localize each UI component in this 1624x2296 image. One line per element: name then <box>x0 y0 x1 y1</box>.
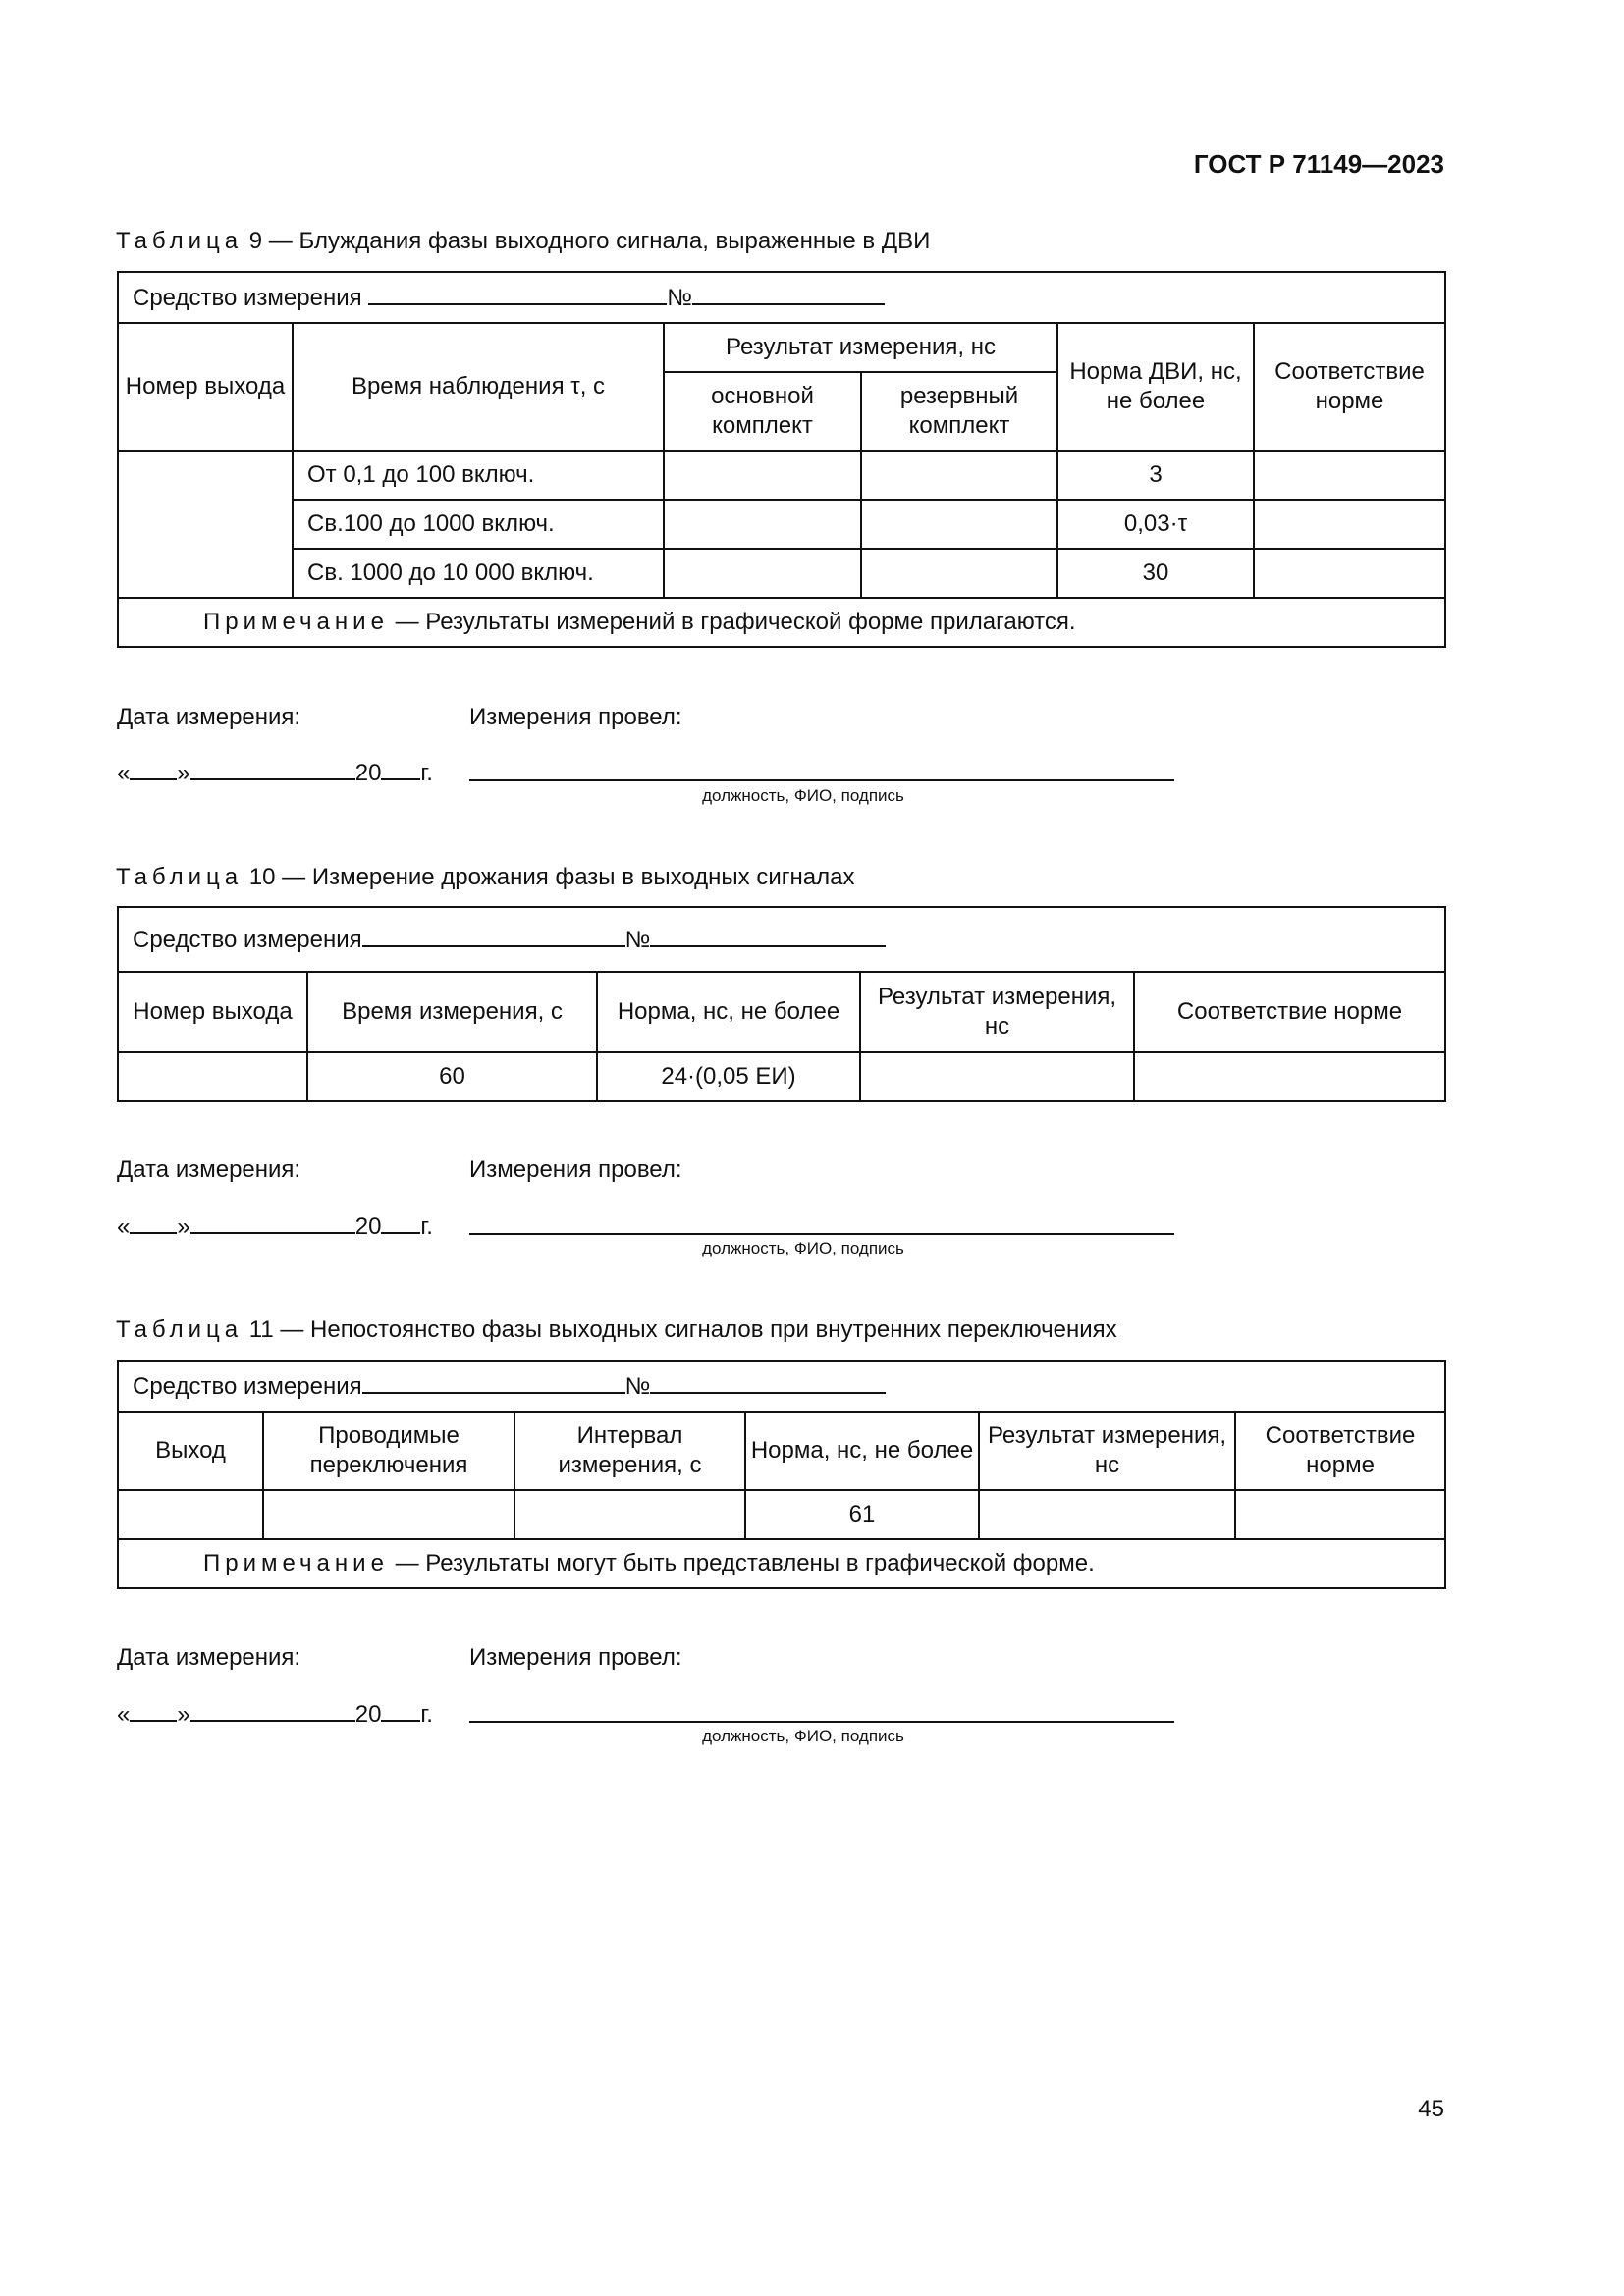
table11-interval-cell[interactable] <box>514 1490 745 1539</box>
day-blank-2[interactable] <box>130 1210 177 1234</box>
month-blank-2[interactable] <box>190 1210 355 1234</box>
table9-caption-word: Таблица <box>116 228 244 254</box>
table9-note-word: Примечание <box>203 609 389 635</box>
year-suffix-1: г. <box>420 760 433 786</box>
table11-result-cell[interactable] <box>979 1490 1235 1539</box>
quote-open-1: « <box>117 760 131 786</box>
table10-header-measure-time: Время измерения, с <box>307 972 597 1052</box>
table10 <box>117 906 1446 1102</box>
year-suffix-2: г. <box>420 1213 433 1240</box>
table9-note-text: — Результаты измерений в графической форме прилагаются. <box>395 609 1076 635</box>
date-label-3: Дата измерения: <box>117 1644 301 1671</box>
table9-header-main-set: основной комплект <box>664 372 861 451</box>
table11-header-output: Выход <box>118 1412 263 1490</box>
table10-result-cell[interactable] <box>860 1052 1134 1101</box>
table9-caption <box>116 228 930 255</box>
day-blank-1[interactable] <box>130 757 177 780</box>
performer-label-3: Измерения провел: <box>469 1644 682 1671</box>
table11-note <box>118 1539 1445 1588</box>
table9-instrument-row <box>118 272 1445 323</box>
table11-caption <box>116 1316 1117 1344</box>
table9-row1-time: От 0,1 до 100 включ. <box>293 451 664 500</box>
table11-header-result: Результат измерения, нс <box>979 1412 1235 1490</box>
date-fill-line-1 <box>117 757 433 787</box>
quote-close-1: » <box>177 760 190 786</box>
table9-row2-norm: 0,03·τ <box>1057 500 1254 549</box>
signature-line-2[interactable] <box>469 1209 1174 1235</box>
table11-header-norm: Норма, нс, не более <box>745 1412 979 1490</box>
year-suffix-3: г. <box>420 1701 433 1728</box>
table10-norm-cell: 24·(0,05 ЕИ) <box>597 1052 860 1101</box>
table11-caption-word: Таблица <box>116 1316 244 1343</box>
table11-number-blank[interactable] <box>650 1370 886 1394</box>
table9-header-reserve-set: резервный комплект <box>861 372 1057 451</box>
table9-header-norm: Норма ДВИ, нс, не более <box>1057 323 1254 451</box>
date-fill-line-2 <box>117 1210 433 1241</box>
table11-note-word: Примечание <box>203 1550 389 1576</box>
document-id: ГОСТ Р 71149—2023 <box>1193 149 1444 179</box>
table10-compliance-cell[interactable] <box>1134 1052 1445 1101</box>
signature-line-1[interactable] <box>469 756 1174 781</box>
year-prefix-1: 20 <box>354 760 382 786</box>
table10-instrument-label: Средство измерения <box>133 927 362 953</box>
table9-number-sign: № <box>667 285 693 311</box>
table9-header-compliance: Соответствие норме <box>1254 323 1445 451</box>
table11-instrument-blank[interactable] <box>362 1370 625 1394</box>
table9-row3-reserve[interactable] <box>861 549 1057 598</box>
table11-switches-cell[interactable] <box>263 1490 514 1539</box>
table10-header-norm: Норма, нс, не более <box>597 972 860 1052</box>
table10-header-result: Результат измерения, нс <box>860 972 1134 1052</box>
table10-header-compliance: Соответствие норме <box>1134 972 1445 1052</box>
page-number: 45 <box>1418 2096 1444 2122</box>
year-prefix-2: 20 <box>354 1213 382 1240</box>
table11-header-switches: Проводимые переключения <box>263 1412 514 1490</box>
table10-output-number-cell[interactable] <box>118 1052 307 1101</box>
table11-note-text: — Результаты могут быть представлены в графической форме. <box>395 1550 1095 1576</box>
table9-caption-text: 9 — Блуждания фазы выходного сигнала, выраженные в ДВИ <box>248 228 931 254</box>
table9-row2-main[interactable] <box>664 500 861 549</box>
signature-caption-2: должность, ФИО, подпись <box>702 1239 904 1257</box>
table9-note <box>118 598 1445 647</box>
quote-open-2: « <box>117 1213 131 1240</box>
table9-instrument-blank[interactable] <box>368 282 667 305</box>
table10-caption <box>116 864 854 891</box>
table11-header-compliance: Соответствие норме <box>1235 1412 1445 1490</box>
table9-header-output-number: Номер выхода <box>118 323 293 451</box>
quote-close-2: » <box>177 1213 190 1240</box>
year-prefix-3: 20 <box>354 1701 382 1728</box>
table9-header-observation-time: Время наблюдения τ, с <box>293 323 664 451</box>
table11 <box>117 1360 1446 1589</box>
table11-number-sign: № <box>624 1373 651 1400</box>
signature-caption-1: должность, ФИО, подпись <box>702 786 904 805</box>
day-blank-3[interactable] <box>130 1698 177 1722</box>
table9-row3-compliance[interactable] <box>1254 549 1445 598</box>
table11-compliance-cell[interactable] <box>1235 1490 1445 1539</box>
quote-open-3: « <box>117 1701 131 1728</box>
table10-instrument-blank[interactable] <box>362 924 625 947</box>
table11-norm-cell: 61 <box>745 1490 979 1539</box>
date-label-2: Дата измерения: <box>117 1156 301 1183</box>
table9-instrument-label: Средство измерения <box>133 285 362 311</box>
table9-row1-norm: 3 <box>1057 451 1254 500</box>
month-blank-1[interactable] <box>190 757 355 780</box>
quote-close-3: » <box>177 1701 190 1728</box>
table9 <box>117 271 1446 648</box>
month-blank-3[interactable] <box>190 1698 355 1722</box>
table11-instrument-row <box>118 1361 1445 1412</box>
table11-caption-text: 11 — Непостоянство фазы выходных сигналов при внутренних переключениях <box>248 1316 1117 1343</box>
table9-row1-main[interactable] <box>664 451 861 500</box>
table10-header-output-number: Номер выхода <box>118 972 307 1052</box>
table11-instrument-label: Средство измерения <box>133 1373 362 1400</box>
table9-number-blank[interactable] <box>692 282 885 305</box>
table9-output-number-cell[interactable] <box>118 451 293 598</box>
year-blank-1[interactable] <box>381 757 420 780</box>
table9-row3-main[interactable] <box>664 549 861 598</box>
performer-label-2: Измерения провел: <box>469 1156 682 1183</box>
table10-time-cell: 60 <box>307 1052 597 1101</box>
table9-row2-time: Св.100 до 1000 включ. <box>293 500 664 549</box>
table10-number-blank[interactable] <box>650 924 886 947</box>
signature-caption-3: должность, ФИО, подпись <box>702 1727 904 1745</box>
table9-row2-reserve[interactable] <box>861 500 1057 549</box>
table11-output-cell[interactable] <box>118 1490 263 1539</box>
table9-row3-norm: 30 <box>1057 549 1254 598</box>
date-fill-line-3 <box>117 1698 433 1729</box>
table10-instrument-row <box>118 907 1445 972</box>
table10-number-sign: № <box>624 927 651 953</box>
table10-caption-word: Таблица <box>116 864 244 890</box>
year-blank-2[interactable] <box>381 1210 420 1234</box>
table9-row3-time: Св. 1000 до 10 000 включ. <box>293 549 664 598</box>
date-label-1: Дата измерения: <box>117 704 301 730</box>
table11-header-interval: Интервал измерения, с <box>514 1412 745 1490</box>
signature-line-3[interactable] <box>469 1697 1174 1723</box>
table9-row2-compliance[interactable] <box>1254 500 1445 549</box>
table10-caption-text: 10 — Измерение дрожания фазы в выходных сигналах <box>248 864 855 890</box>
performer-label-1: Измерения провел: <box>469 704 682 730</box>
table9-row1-compliance[interactable] <box>1254 451 1445 500</box>
table9-header-result: Результат измерения, нс <box>664 323 1057 372</box>
table9-row1-reserve[interactable] <box>861 451 1057 500</box>
year-blank-3[interactable] <box>381 1698 420 1722</box>
